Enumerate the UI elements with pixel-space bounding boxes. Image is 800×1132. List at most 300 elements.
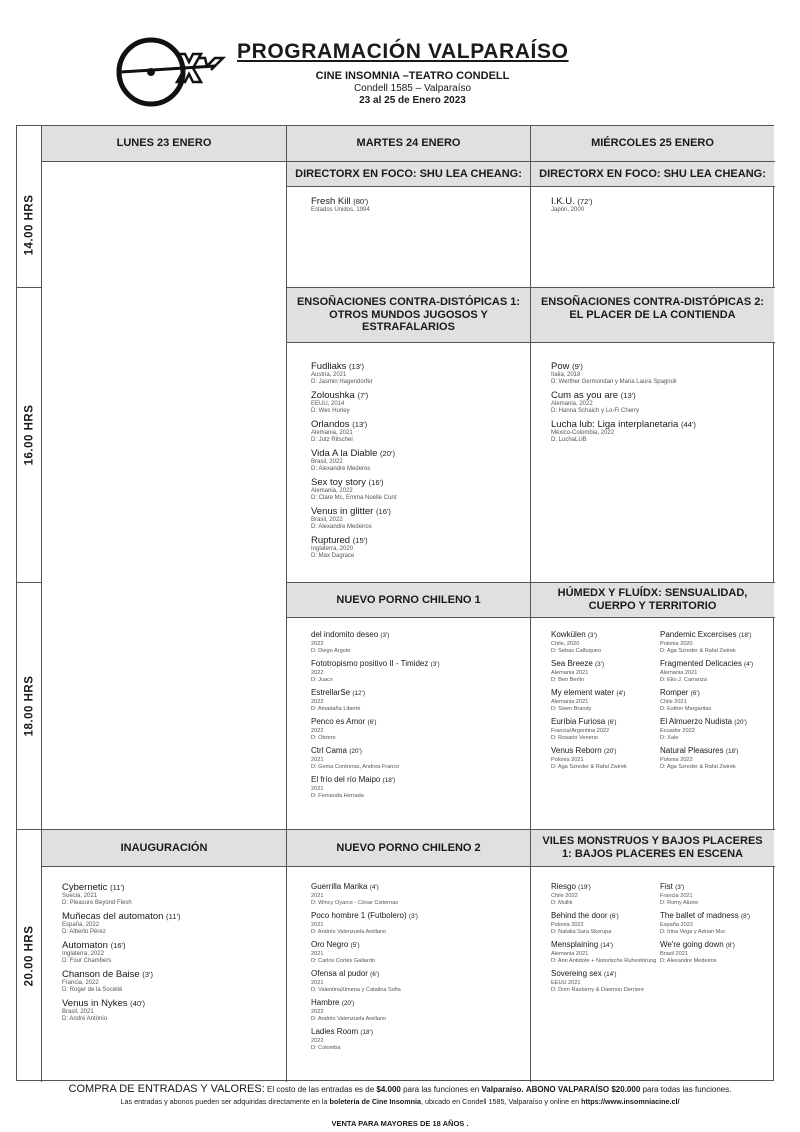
film-director: D: ValentinaXimena y Catalina Sofia xyxy=(311,986,401,993)
film-director: D: Werther Germondari y Maria Laura Spagnoli xyxy=(551,379,677,385)
film-duration: (16') xyxy=(368,478,384,487)
film-item xyxy=(311,969,418,993)
purchase-info-line xyxy=(0,1097,800,1106)
section-header-14-martes: DIRECTORX EN FOCO: SHU LEA CHEANG: xyxy=(287,162,530,186)
film-duration: (15') xyxy=(352,536,368,545)
film-origin: 2022 xyxy=(311,1009,324,1015)
film-item xyxy=(62,940,180,965)
film-duration: (3') xyxy=(408,913,418,920)
section-header-14-miercoles: DIRECTORX EN FOCO: SHU LEA CHEANG: xyxy=(531,162,774,186)
film-name: Fist xyxy=(660,882,673,891)
film-name: Behind the door xyxy=(551,911,608,920)
grid-line xyxy=(286,342,775,343)
film-director: D: Gema Contreras, Andrea Franco xyxy=(311,763,400,770)
film-item xyxy=(551,361,696,386)
time-text: 16.00 HRS xyxy=(23,404,36,466)
venue-address: Condell 1585 – Valparaíso xyxy=(353,83,472,94)
time-text: 20.00 HRS xyxy=(23,925,36,987)
film-item xyxy=(551,196,592,214)
film-duration: (18') xyxy=(360,1029,373,1036)
film-name: Lucha lub: Liga interplanetaria xyxy=(551,419,679,430)
film-director: D: Max Dagrace xyxy=(311,553,355,559)
film-duration: (44') xyxy=(680,420,696,429)
film-item xyxy=(311,390,396,415)
film-name: Venus in Nykes xyxy=(62,998,128,1009)
time-text: 18.00 HRS xyxy=(23,675,36,737)
film-item xyxy=(660,746,753,770)
film-title xyxy=(311,998,418,1009)
grid-line xyxy=(286,186,775,187)
film-origin: Italia, 2018 xyxy=(551,372,581,378)
film-duration: (18') xyxy=(738,632,752,639)
film-item xyxy=(660,911,750,935)
film-name: Penco es Amor xyxy=(311,717,366,726)
film-item xyxy=(551,630,627,654)
purchase-info-text: Las entradas y abonos pueden ser adquiridas directamente en la xyxy=(120,1097,330,1106)
film-director: D: Alexandre Medeiros xyxy=(311,524,372,530)
ticket-info-text: para las funciones en xyxy=(400,1085,482,1094)
film-origin: 2022 xyxy=(311,1038,324,1044)
film-director: D: Swen Brandy xyxy=(551,705,592,712)
film-director: D: Amadaña Liberté xyxy=(311,705,361,712)
film-item xyxy=(551,688,627,712)
film-item xyxy=(551,419,696,444)
film-duration: (11') xyxy=(110,883,125,892)
film-origin: España 2022 xyxy=(660,922,693,928)
film-title xyxy=(660,630,753,641)
page-footer xyxy=(0,1083,800,1128)
film-title xyxy=(311,746,440,757)
film-duration: (5') xyxy=(350,942,360,949)
film-origin: Polonia 2021 xyxy=(551,757,584,763)
film-director: D: André Antônio xyxy=(62,1016,108,1022)
film-name: Fototropismo positivo II - Timidez xyxy=(311,659,429,668)
venue-name: CINE INSOMNIA –TEATRO CONDELL xyxy=(315,70,510,82)
film-director: D: Andrés Valenzuela Arellano xyxy=(311,1015,387,1022)
cine-insomnia-logo xyxy=(115,36,230,108)
film-name: Mensplaining xyxy=(551,940,599,949)
film-name: Sovereing sex xyxy=(551,969,602,978)
film-item xyxy=(311,746,440,770)
film-director: D: Hanna Schaich y Lo-Fi Cherry xyxy=(551,408,640,414)
grid-line xyxy=(286,617,775,618)
film-item xyxy=(311,659,440,683)
film-director: D: Roger de la Société xyxy=(62,987,123,993)
film-item xyxy=(551,717,627,741)
film-name: Poco hombre 1 (Futbolero) xyxy=(311,911,407,920)
film-item xyxy=(311,361,396,386)
film-duration: (72') xyxy=(577,197,593,206)
film-item xyxy=(311,448,396,473)
film-duration: (3') xyxy=(142,970,154,979)
film-duration: (6') xyxy=(607,719,617,726)
film-director: D: Obrero xyxy=(311,734,336,741)
film-director: D: Andrés Valenzuela Arellano xyxy=(311,928,387,935)
section-header-16-miercoles: ENSOÑACIONES CONTRA-DISTÓPICAS 2: EL PLACER DE LA CONTIENDA xyxy=(531,288,774,342)
film-director: D: Wes Hurley xyxy=(311,408,350,414)
film-duration: (6') xyxy=(690,690,700,697)
film-origin: 2022 xyxy=(311,670,324,676)
film-name: Muñecas del automaton xyxy=(62,911,164,922)
film-list-20-miercoles-a xyxy=(551,882,656,998)
film-origin: Austria, 2021 xyxy=(311,372,347,378)
film-duration: (16') xyxy=(375,507,391,516)
time-label-20 xyxy=(17,830,41,1082)
film-origin: 2021 xyxy=(311,951,324,957)
film-director: D: Jutz Ritschel xyxy=(311,437,353,443)
film-director: D: Sebas Calfuqueo xyxy=(551,647,602,654)
time-label-14 xyxy=(17,162,41,287)
film-item xyxy=(311,882,418,906)
film-list-20-martes xyxy=(311,882,418,1056)
film-duration: (16') xyxy=(110,941,126,950)
film-name: Chanson de Baise xyxy=(62,969,140,980)
film-duration: (14') xyxy=(600,942,613,949)
film-item xyxy=(551,969,656,993)
film-duration: (7') xyxy=(357,391,369,400)
film-duration: (8') xyxy=(740,913,750,920)
section-header-20-miercoles: VILES MONSTRUOS Y BAJOS PLACERES 1: BAJOS PLACERES EN ESCENA xyxy=(531,830,774,866)
film-name: Guerrilla Marika xyxy=(311,882,368,891)
film-item xyxy=(551,940,656,964)
film-title xyxy=(311,717,440,728)
film-duration: (20') xyxy=(380,449,395,458)
film-origin: Alemania 2021 xyxy=(551,670,589,676)
film-item xyxy=(660,659,753,683)
film-duration: (20') xyxy=(349,748,362,755)
film-director: D: Jasmin Hagendorfer xyxy=(311,379,373,385)
film-name: EstrellarSe xyxy=(311,688,351,697)
film-duration: (20') xyxy=(603,748,617,755)
film-title xyxy=(62,969,180,980)
film-name: Ofensa al pudor xyxy=(311,969,368,978)
film-title xyxy=(311,882,418,893)
film-name: Venus Reborn xyxy=(551,746,602,755)
film-item xyxy=(660,717,753,741)
film-origin: Inglaterra, 2022 xyxy=(62,951,105,957)
film-origin: 2021 xyxy=(311,893,324,899)
film-name: Ladies Room xyxy=(311,1027,359,1036)
film-title xyxy=(62,882,180,893)
film-item xyxy=(311,419,396,444)
film-name: Automaton xyxy=(62,940,108,951)
film-origin: Alemania, 2021 xyxy=(311,430,353,436)
film-name: Zoloushka xyxy=(311,390,355,401)
film-list-14-martes xyxy=(311,196,370,218)
film-item xyxy=(311,940,418,964)
film-name: We're going down xyxy=(660,940,724,949)
film-item xyxy=(62,998,180,1023)
film-name: Ruptured xyxy=(311,535,351,546)
page-header xyxy=(0,0,800,120)
film-duration: (4') xyxy=(369,884,379,891)
film-name: Hambre xyxy=(311,998,340,1007)
film-origin: Brasil, 2022 xyxy=(311,459,343,465)
film-list-14-miercoles xyxy=(551,196,592,218)
film-duration: (4') xyxy=(744,661,754,668)
film-item xyxy=(660,940,750,964)
film-origin: Brasil, 2021 xyxy=(62,1009,94,1015)
film-item xyxy=(62,911,180,936)
film-item xyxy=(311,688,440,712)
film-item xyxy=(311,630,440,654)
film-origin: España, 2022 xyxy=(62,922,100,928)
film-item xyxy=(551,882,656,906)
film-name: Romper xyxy=(660,688,689,697)
film-duration: (14') xyxy=(603,971,617,978)
film-duration: (13') xyxy=(349,362,364,371)
film-title xyxy=(660,717,753,728)
film-origin: 2021 xyxy=(311,980,324,986)
film-name: My element water xyxy=(551,688,615,697)
section-header-20-martes: NUEVO PORNO CHILENO 2 xyxy=(287,830,530,866)
film-title xyxy=(62,940,180,951)
film-origin: Alemania 2021 xyxy=(660,670,698,676)
film-origin: 2022 xyxy=(311,699,324,705)
film-director: D: Four Chambers xyxy=(62,958,112,964)
film-director: D: Colomba xyxy=(311,1044,341,1051)
box-office-name: boletería de Cine Insomnia xyxy=(329,1097,421,1106)
film-duration: (3') xyxy=(380,632,390,639)
film-list-18-miercoles-b xyxy=(660,630,753,775)
film-name: Oro Negro xyxy=(311,940,349,949)
film-origin: Francia 2021 xyxy=(660,893,693,899)
film-name: Vida A la Diable xyxy=(311,448,378,459)
film-name: Cybernetic xyxy=(62,882,108,893)
film-director: D: Fernanda Herrada xyxy=(311,792,364,799)
film-title xyxy=(551,882,656,893)
ticket-info-text: El costo de las entradas es de xyxy=(264,1085,377,1094)
film-director: D: LuchaLUB xyxy=(551,437,587,443)
film-origin: Polonia 2022 xyxy=(660,757,693,763)
film-director: D: Elio J. Carranza xyxy=(660,676,707,683)
film-title xyxy=(660,940,750,951)
film-name: Pandemic Excercises xyxy=(660,630,737,639)
ticket-info-line xyxy=(0,1083,800,1095)
film-title xyxy=(311,477,396,488)
film-title xyxy=(311,940,418,951)
film-list-18-martes xyxy=(311,630,440,804)
film-name: El Almuerzo Nudista xyxy=(660,717,733,726)
film-title xyxy=(311,688,440,699)
film-name: Venus in glitter xyxy=(311,506,374,517)
film-origin: Brasil, 2022 xyxy=(311,517,343,523)
film-title xyxy=(551,746,627,757)
film-origin: Alemania, 2022 xyxy=(311,488,353,494)
film-duration: (3') xyxy=(595,661,605,668)
film-title xyxy=(311,630,440,641)
film-title xyxy=(660,659,753,670)
film-duration: (8') xyxy=(725,942,735,949)
film-duration: (20') xyxy=(341,1000,355,1007)
film-item xyxy=(551,659,627,683)
film-name: Fragmented Delicacies xyxy=(660,659,742,668)
film-name: Riesgo xyxy=(551,882,576,891)
film-title xyxy=(551,196,592,207)
film-origin: Francia/Argentina 2022 xyxy=(551,728,610,734)
film-director: D: Alexandre Medeiros xyxy=(660,957,717,964)
film-director: D: Aga Szreder & Rafal Zwirek xyxy=(660,647,736,654)
film-director: D: Natalia Sara Skorupa xyxy=(551,928,612,935)
film-origin: Chile 2021 xyxy=(660,699,687,705)
film-director: D: Rosario Veneno xyxy=(551,734,598,741)
film-title xyxy=(311,659,440,670)
film-origin: Brasil 2021 xyxy=(660,951,688,957)
film-item xyxy=(311,998,418,1022)
film-duration: (3') xyxy=(587,632,597,639)
film-duration: (3') xyxy=(675,884,685,891)
film-name: Ctrl Cama xyxy=(311,746,348,755)
film-title xyxy=(551,630,627,641)
film-title xyxy=(551,390,696,401)
film-name: Sex toy story xyxy=(311,477,366,488)
film-title xyxy=(551,969,656,980)
film-title xyxy=(551,688,627,699)
film-name: Orlandos xyxy=(311,419,350,430)
section-header-16-martes: ENSOÑACIONES CONTRA-DISTÓPICAS 1: OTROS MUNDOS JUGOSOS Y ESTRAFALARIOS xyxy=(287,288,530,342)
film-duration: (4') xyxy=(616,690,626,697)
day-header-lunes: LUNES 23 ENERO xyxy=(42,126,286,161)
film-duration: (11') xyxy=(166,912,181,921)
film-director: D: Alberto Pérez xyxy=(62,929,106,935)
film-item xyxy=(551,390,696,415)
film-item xyxy=(311,535,396,560)
film-title xyxy=(311,969,418,980)
film-title xyxy=(311,911,418,922)
film-director: D: Clare Mc, Emma Noelle Cunt xyxy=(311,495,397,501)
film-director: D: Irina Vega y Adrian Mur xyxy=(660,928,726,935)
film-director: D: Aga Szreder & Rafal Zwirek xyxy=(551,763,627,770)
film-item xyxy=(311,1027,418,1051)
section-header-18-miercoles: HÚMEDX Y FLUÍDX: SENSUALIDAD, CUERPO Y TERRITORIO xyxy=(531,583,774,617)
film-director: D: Ben Berlin xyxy=(551,676,584,683)
ticket-info-text: para todas las funciones. xyxy=(640,1085,732,1094)
film-title xyxy=(551,717,627,728)
film-origin: EEUU 2021 xyxy=(551,980,581,986)
film-item xyxy=(311,477,396,502)
purchase-info-text: , ubicado en Condell 1585, Valparaíso y online en xyxy=(420,1097,582,1106)
film-origin: Francia, 2022 xyxy=(62,980,99,986)
film-origin: México-Colombia, 2022 xyxy=(551,430,615,436)
film-duration: (13') xyxy=(352,420,368,429)
film-item xyxy=(311,775,440,799)
film-title xyxy=(311,419,396,430)
film-duration: (18') xyxy=(382,777,396,784)
film-origin: 2022 xyxy=(311,641,324,647)
film-name: Fresh Kill xyxy=(311,196,351,207)
day-header-miercoles: MIÉRCOLES 25 ENERO xyxy=(531,126,774,161)
film-title xyxy=(311,775,440,786)
website-link[interactable]: https://www.insomniacine.cl/ xyxy=(581,1097,680,1106)
film-title xyxy=(660,746,753,757)
film-title xyxy=(660,882,750,893)
film-director: D: Mullik xyxy=(551,899,573,906)
film-name: Sea Breeze xyxy=(551,659,593,668)
film-duration: (9') xyxy=(572,362,583,371)
film-duration: (19') xyxy=(578,884,591,891)
film-origin: 2021 xyxy=(311,786,324,792)
page-title: PROGRAMACIÓN VALPARAÍSO xyxy=(237,40,569,63)
film-origin: Alemania 2021 xyxy=(551,951,589,957)
time-label-16 xyxy=(17,288,41,582)
film-title xyxy=(551,911,656,922)
film-origin: Chile 2022 xyxy=(551,893,578,899)
film-item xyxy=(660,688,753,712)
film-title xyxy=(551,419,696,430)
time-label-18 xyxy=(17,583,41,829)
film-item xyxy=(311,911,418,935)
film-director: D: Ann Antidote + Notorische Ruhestörung xyxy=(551,957,657,964)
age-restriction: VENTA PARA MAYORES DE 18 AÑOS . xyxy=(331,1119,469,1128)
film-duration: (80') xyxy=(353,197,369,206)
film-duration: (18') xyxy=(725,748,739,755)
film-director: D: Wincy Oyarce - César Cisternas xyxy=(311,899,399,906)
section-header-20-lunes: INAUGURACIÓN xyxy=(42,830,286,866)
film-name: The ballet of madness xyxy=(660,911,739,920)
film-item xyxy=(311,717,440,741)
film-item xyxy=(311,196,370,214)
film-title xyxy=(311,361,396,372)
film-origin: Inglaterra, 2020 xyxy=(311,546,354,552)
film-title xyxy=(311,535,396,546)
film-director: D: Diego Argote xyxy=(311,647,351,654)
film-item xyxy=(62,882,180,907)
film-title xyxy=(311,196,370,207)
film-name: del indomito deseo xyxy=(311,630,379,639)
film-title xyxy=(62,998,180,1009)
film-title xyxy=(660,688,753,699)
film-name: Cum as you are xyxy=(551,390,619,401)
festival-dates: 23 al 25 de Enero 2023 xyxy=(359,95,466,106)
film-origin: Estados Unidos, 1994 xyxy=(311,207,370,213)
film-list-20-lunes xyxy=(62,882,180,1027)
film-title xyxy=(551,361,696,372)
film-list-16-miercoles xyxy=(551,361,696,448)
section-header-18-martes: NUEVO PORNO CHILENO 1 xyxy=(287,583,530,617)
grid-line xyxy=(41,866,775,867)
film-origin: Polonia 2022 xyxy=(551,922,584,928)
film-item xyxy=(551,746,627,770)
film-title xyxy=(660,911,750,922)
film-list-18-miercoles-a xyxy=(551,630,627,775)
schedule-grid xyxy=(16,125,774,1081)
film-duration: (40') xyxy=(130,999,146,1008)
film-director: D: Alexandre Mederos xyxy=(311,466,371,472)
film-director: D: Juacx xyxy=(311,676,333,683)
film-title xyxy=(551,659,627,670)
film-item xyxy=(660,630,753,654)
film-title xyxy=(311,1027,418,1038)
film-title xyxy=(311,390,396,401)
time-text: 14.00 HRS xyxy=(23,194,36,255)
film-duration: (6') xyxy=(367,719,377,726)
film-director: D: Dom Rasberry & Daemon Derriere xyxy=(551,986,644,993)
film-item xyxy=(551,911,656,935)
film-origin: Chile, 2020 xyxy=(551,641,580,647)
film-duration: (6') xyxy=(370,971,380,978)
film-origin: Suecia, 2021 xyxy=(62,893,98,899)
ticket-city: Valparaíso. xyxy=(481,1085,524,1094)
film-name: Fudliaks xyxy=(311,361,347,372)
film-origin: 2021 xyxy=(311,757,324,763)
film-duration: (6') xyxy=(609,913,619,920)
film-name: El frío del río Maipo xyxy=(311,775,381,784)
film-item xyxy=(660,882,750,906)
film-origin: EEUU, 2014 xyxy=(311,401,345,407)
film-origin: Japón, 2000 xyxy=(551,207,585,213)
film-list-16-martes xyxy=(311,361,396,564)
film-duration: (13') xyxy=(620,391,636,400)
